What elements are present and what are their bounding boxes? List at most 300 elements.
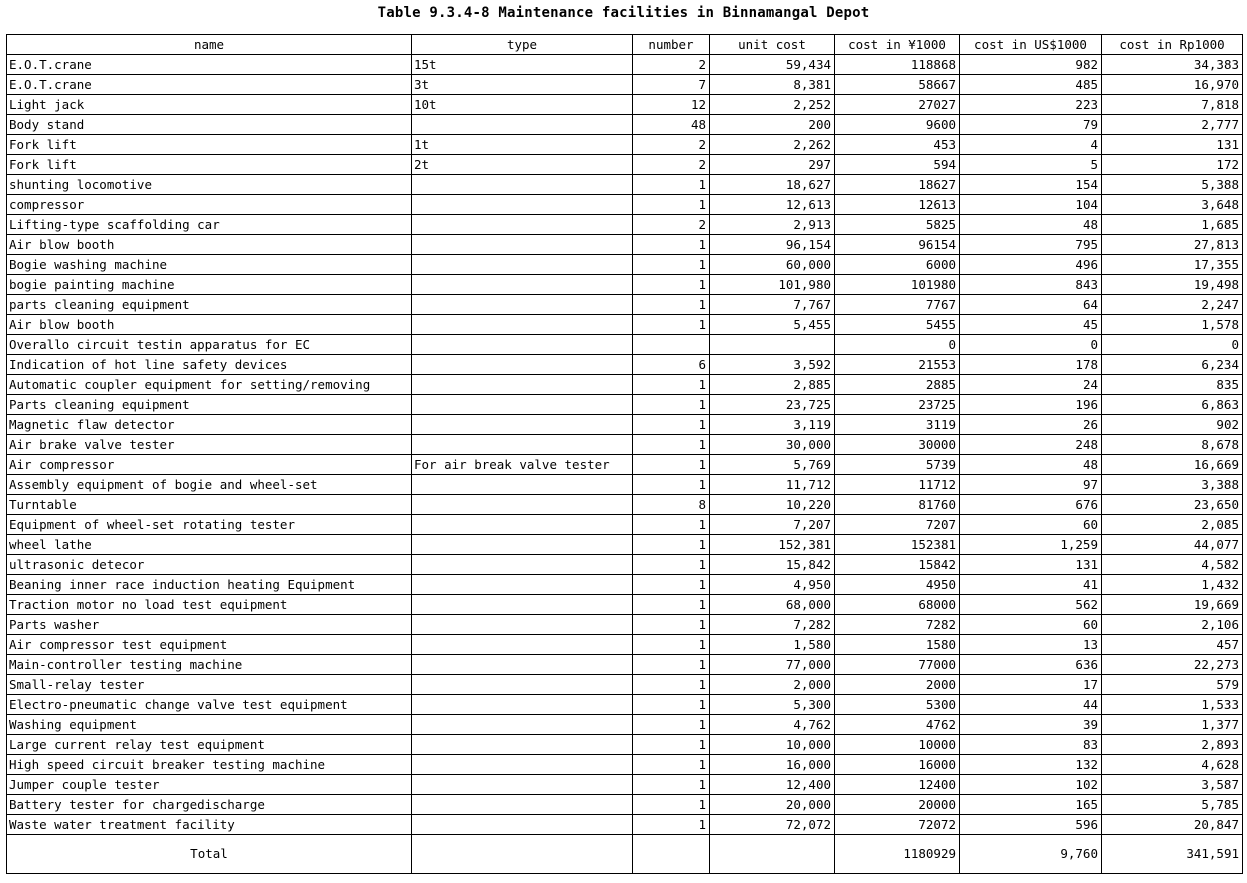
cell-name: wheel lathe xyxy=(7,535,412,555)
cell-cost-rp: 1,533 xyxy=(1102,695,1243,715)
cell-type xyxy=(412,795,633,815)
cell-cost-yen: 594 xyxy=(835,155,960,175)
cell-cost-yen: 5825 xyxy=(835,215,960,235)
cell-number: 2 xyxy=(633,135,710,155)
table-body xyxy=(7,55,1243,835)
cell-unit-cost: 15,842 xyxy=(710,555,835,575)
cell-type xyxy=(412,515,633,535)
cell-cost-yen: 77000 xyxy=(835,655,960,675)
table-title: Table 9.3.4-8 Maintenance facilities in Binnamangal Depot xyxy=(377,5,870,21)
cell-cost-yen: 5455 xyxy=(835,315,960,335)
cell-number: 1 xyxy=(633,655,710,675)
cell-cost-rp: 3,388 xyxy=(1102,475,1243,495)
cell-cost-yen: 10000 xyxy=(835,735,960,755)
cell-number: 1 xyxy=(633,555,710,575)
cell-cost-rp: 4,628 xyxy=(1102,755,1243,775)
cell-cost-usd: 131 xyxy=(960,555,1102,575)
cell-unit-cost: 10,000 xyxy=(710,735,835,755)
cell-type xyxy=(412,575,633,595)
cell-cost-rp: 3,587 xyxy=(1102,775,1243,795)
cell-name: compressor xyxy=(7,195,412,215)
cell-unit-cost: 5,300 xyxy=(710,695,835,715)
cell-cost-yen: 6000 xyxy=(835,255,960,275)
cell-cost-yen: 12400 xyxy=(835,775,960,795)
cell-cost-yen: 3119 xyxy=(835,415,960,435)
cell-name: shunting locomotive xyxy=(7,175,412,195)
cell-cost-usd: 5 xyxy=(960,155,1102,175)
cell-type xyxy=(412,435,633,455)
cell-cost-yen: 0 xyxy=(835,335,960,355)
cell-number: 1 xyxy=(633,295,710,315)
cell-type xyxy=(412,115,633,135)
cell-cost-usd: 496 xyxy=(960,255,1102,275)
table-row xyxy=(7,55,1243,75)
cell-cost-rp: 457 xyxy=(1102,635,1243,655)
cell-cost-yen: 5739 xyxy=(835,455,960,475)
cell-name: Fork lift xyxy=(7,135,412,155)
cell-cost-usd: 223 xyxy=(960,95,1102,115)
cell-name: Fork lift xyxy=(7,155,412,175)
cell-cost-rp: 1,377 xyxy=(1102,715,1243,735)
cell-name: Main-controller testing machine xyxy=(7,655,412,675)
cell-unit-cost: 16,000 xyxy=(710,755,835,775)
table-row xyxy=(7,775,1243,795)
cell-number: 1 xyxy=(633,515,710,535)
cell-cost-rp: 16,669 xyxy=(1102,455,1243,475)
cell-type xyxy=(412,295,633,315)
cell-cost-rp: 27,813 xyxy=(1102,235,1243,255)
cell-cost-usd: 178 xyxy=(960,355,1102,375)
total-unit-cost-empty xyxy=(710,835,835,874)
total-type-empty xyxy=(412,835,633,874)
cell-cost-rp: 1,432 xyxy=(1102,575,1243,595)
cell-cost-yen: 4950 xyxy=(835,575,960,595)
cell-cost-rp: 172 xyxy=(1102,155,1243,175)
cell-name: E.O.T.crane xyxy=(7,75,412,95)
table-row xyxy=(7,375,1243,395)
cell-type xyxy=(412,635,633,655)
cell-unit-cost: 4,762 xyxy=(710,715,835,735)
table-row xyxy=(7,655,1243,675)
table-row xyxy=(7,715,1243,735)
cell-cost-rp: 44,077 xyxy=(1102,535,1243,555)
cell-name: High speed circuit breaker testing machine xyxy=(7,755,412,775)
cell-cost-yen: 7282 xyxy=(835,615,960,635)
column-header-unit-cost: unit cost xyxy=(710,35,835,55)
cell-cost-rp: 17,355 xyxy=(1102,255,1243,275)
table-row xyxy=(7,455,1243,475)
cell-cost-yen: 81760 xyxy=(835,495,960,515)
cell-type xyxy=(412,815,633,835)
cell-type: 1t xyxy=(412,135,633,155)
cell-cost-usd: 44 xyxy=(960,695,1102,715)
cell-unit-cost: 297 xyxy=(710,155,835,175)
cell-unit-cost: 8,381 xyxy=(710,75,835,95)
cell-unit-cost: 200 xyxy=(710,115,835,135)
cell-cost-rp: 579 xyxy=(1102,675,1243,695)
cell-type xyxy=(412,375,633,395)
table-row xyxy=(7,335,1243,355)
cell-cost-rp: 1,578 xyxy=(1102,315,1243,335)
cell-number: 8 xyxy=(633,495,710,515)
cell-cost-rp: 2,777 xyxy=(1102,115,1243,135)
cell-cost-usd: 60 xyxy=(960,615,1102,635)
cell-name: Parts cleaning equipment xyxy=(7,395,412,415)
cell-number: 2 xyxy=(633,55,710,75)
cell-cost-rp: 2,106 xyxy=(1102,615,1243,635)
cell-type: 2t xyxy=(412,155,633,175)
cell-cost-usd: 196 xyxy=(960,395,1102,415)
cell-unit-cost: 2,262 xyxy=(710,135,835,155)
cell-name: Body stand xyxy=(7,115,412,135)
column-header-cost-yen: cost in ¥1000 xyxy=(835,35,960,55)
cell-type xyxy=(412,395,633,415)
cell-type xyxy=(412,675,633,695)
cell-name: Air compressor xyxy=(7,455,412,475)
table-row xyxy=(7,515,1243,535)
cell-type xyxy=(412,615,633,635)
table-row xyxy=(7,635,1243,655)
cell-cost-rp: 835 xyxy=(1102,375,1243,395)
cell-type xyxy=(412,715,633,735)
cell-name: Assembly equipment of bogie and wheel-set xyxy=(7,475,412,495)
table-row xyxy=(7,155,1243,175)
cell-cost-yen: 68000 xyxy=(835,595,960,615)
total-number-empty xyxy=(633,835,710,874)
cell-name: Air compressor test equipment xyxy=(7,635,412,655)
table-row xyxy=(7,615,1243,635)
cell-cost-yen: 58667 xyxy=(835,75,960,95)
table-row xyxy=(7,295,1243,315)
cell-unit-cost: 77,000 xyxy=(710,655,835,675)
cell-unit-cost: 1,580 xyxy=(710,635,835,655)
cell-cost-yen: 15842 xyxy=(835,555,960,575)
cell-cost-rp: 0 xyxy=(1102,335,1243,355)
cell-name: Overallo circuit testin apparatus for EC xyxy=(7,335,412,355)
cell-cost-usd: 795 xyxy=(960,235,1102,255)
cell-cost-usd: 39 xyxy=(960,715,1102,735)
table-row xyxy=(7,435,1243,455)
cell-cost-usd: 97 xyxy=(960,475,1102,495)
cell-cost-yen: 30000 xyxy=(835,435,960,455)
table-row xyxy=(7,475,1243,495)
cell-cost-usd: 17 xyxy=(960,675,1102,695)
cell-number: 1 xyxy=(633,735,710,755)
cell-cost-rp: 22,273 xyxy=(1102,655,1243,675)
cell-number: 1 xyxy=(633,755,710,775)
cell-number: 2 xyxy=(633,215,710,235)
cell-cost-yen: 1580 xyxy=(835,635,960,655)
table-row xyxy=(7,495,1243,515)
cell-cost-rp: 34,383 xyxy=(1102,55,1243,75)
cell-number: 6 xyxy=(633,355,710,375)
cell-unit-cost: 10,220 xyxy=(710,495,835,515)
cell-cost-usd: 104 xyxy=(960,195,1102,215)
cell-unit-cost xyxy=(710,335,835,355)
cell-cost-usd: 132 xyxy=(960,755,1102,775)
cell-cost-rp: 131 xyxy=(1102,135,1243,155)
cell-type xyxy=(412,555,633,575)
cell-cost-rp: 2,247 xyxy=(1102,295,1243,315)
cell-unit-cost: 3,592 xyxy=(710,355,835,375)
cell-unit-cost: 7,767 xyxy=(710,295,835,315)
table-row xyxy=(7,795,1243,815)
total-cost-rp: 341,591 xyxy=(1102,835,1243,874)
cell-number: 1 xyxy=(633,795,710,815)
cell-number: 1 xyxy=(633,695,710,715)
cell-cost-yen: 118868 xyxy=(835,55,960,75)
cell-name: bogie painting machine xyxy=(7,275,412,295)
cell-cost-yen: 7767 xyxy=(835,295,960,315)
cell-name: Indication of hot line safety devices xyxy=(7,355,412,375)
cell-name: E.O.T.crane xyxy=(7,55,412,75)
cell-cost-rp: 23,650 xyxy=(1102,495,1243,515)
cell-number: 1 xyxy=(633,535,710,555)
cell-cost-usd: 24 xyxy=(960,375,1102,395)
cell-type xyxy=(412,355,633,375)
cell-name: ultrasonic detecor xyxy=(7,555,412,575)
table-row xyxy=(7,75,1243,95)
cell-cost-usd: 485 xyxy=(960,75,1102,95)
cell-cost-rp: 5,388 xyxy=(1102,175,1243,195)
cell-name: Bogie washing machine xyxy=(7,255,412,275)
table-row xyxy=(7,415,1243,435)
cell-name: Turntable xyxy=(7,495,412,515)
cell-unit-cost: 96,154 xyxy=(710,235,835,255)
cell-unit-cost: 12,400 xyxy=(710,775,835,795)
cell-cost-usd: 102 xyxy=(960,775,1102,795)
cell-type: 15t xyxy=(412,55,633,75)
cell-number: 1 xyxy=(633,235,710,255)
cell-cost-rp: 8,678 xyxy=(1102,435,1243,455)
cell-cost-rp: 20,847 xyxy=(1102,815,1243,835)
table-row xyxy=(7,175,1243,195)
cell-cost-usd: 154 xyxy=(960,175,1102,195)
cell-number: 1 xyxy=(633,275,710,295)
column-header-name: name xyxy=(7,35,412,55)
cell-unit-cost: 68,000 xyxy=(710,595,835,615)
cell-type xyxy=(412,255,633,275)
cell-number: 1 xyxy=(633,455,710,475)
column-header-number: number xyxy=(633,35,710,55)
cell-unit-cost: 101,980 xyxy=(710,275,835,295)
cell-cost-usd: 248 xyxy=(960,435,1102,455)
cell-cost-usd: 48 xyxy=(960,215,1102,235)
cell-cost-rp: 19,498 xyxy=(1102,275,1243,295)
cell-number: 1 xyxy=(633,675,710,695)
cell-name: Small-relay tester xyxy=(7,675,412,695)
cell-type xyxy=(412,495,633,515)
cell-name: Electro-pneumatic change valve test equipment xyxy=(7,695,412,715)
cell-type xyxy=(412,315,633,335)
cell-cost-usd: 0 xyxy=(960,335,1102,355)
cell-type xyxy=(412,695,633,715)
cell-cost-yen: 9600 xyxy=(835,115,960,135)
cell-name: Lifting-type scaffolding car xyxy=(7,215,412,235)
cell-cost-usd: 45 xyxy=(960,315,1102,335)
cell-cost-usd: 636 xyxy=(960,655,1102,675)
cell-number: 1 xyxy=(633,375,710,395)
cell-cost-yen: 16000 xyxy=(835,755,960,775)
cell-cost-rp: 16,970 xyxy=(1102,75,1243,95)
cell-cost-rp: 6,234 xyxy=(1102,355,1243,375)
cell-number: 1 xyxy=(633,595,710,615)
cell-cost-yen: 7207 xyxy=(835,515,960,535)
total-cost-yen: 1180929 xyxy=(835,835,960,874)
cell-type xyxy=(412,415,633,435)
cell-type xyxy=(412,215,633,235)
cell-cost-usd: 26 xyxy=(960,415,1102,435)
cell-name: Magnetic flaw detector xyxy=(7,415,412,435)
table-row xyxy=(7,215,1243,235)
cell-name: Parts washer xyxy=(7,615,412,635)
cell-unit-cost: 7,207 xyxy=(710,515,835,535)
cell-unit-cost: 5,769 xyxy=(710,455,835,475)
cell-number: 1 xyxy=(633,715,710,735)
cell-type xyxy=(412,175,633,195)
cell-name: Beaning inner race induction heating Equipment xyxy=(7,575,412,595)
cell-cost-usd: 64 xyxy=(960,295,1102,315)
table-row xyxy=(7,275,1243,295)
cell-type: 3t xyxy=(412,75,633,95)
cell-cost-yen: 5300 xyxy=(835,695,960,715)
column-header-cost-usd: cost in US$1000 xyxy=(960,35,1102,55)
cell-unit-cost: 23,725 xyxy=(710,395,835,415)
cell-cost-usd: 596 xyxy=(960,815,1102,835)
cell-cost-yen: 2000 xyxy=(835,675,960,695)
table-row xyxy=(7,735,1243,755)
column-header-cost-rp: cost in Rp1000 xyxy=(1102,35,1243,55)
cell-unit-cost: 11,712 xyxy=(710,475,835,495)
cell-number: 1 xyxy=(633,395,710,415)
table-row xyxy=(7,355,1243,375)
cell-type xyxy=(412,595,633,615)
cell-name: Air brake valve tester xyxy=(7,435,412,455)
cell-number: 1 xyxy=(633,475,710,495)
cell-name: Air blow booth xyxy=(7,235,412,255)
cell-cost-rp: 2,085 xyxy=(1102,515,1243,535)
table-row xyxy=(7,135,1243,155)
table-row xyxy=(7,695,1243,715)
cell-number: 1 xyxy=(633,815,710,835)
cell-cost-rp: 5,785 xyxy=(1102,795,1243,815)
cell-unit-cost: 2,252 xyxy=(710,95,835,115)
table-row xyxy=(7,535,1243,555)
cell-name: Waste water treatment facility xyxy=(7,815,412,835)
cell-number xyxy=(633,335,710,355)
cell-cost-rp: 6,863 xyxy=(1102,395,1243,415)
total-label: Total xyxy=(7,835,412,874)
cell-cost-usd: 165 xyxy=(960,795,1102,815)
cell-name: Jumper couple tester xyxy=(7,775,412,795)
cell-cost-yen: 11712 xyxy=(835,475,960,495)
cell-type xyxy=(412,475,633,495)
cell-name: Battery tester for chargedischarge xyxy=(7,795,412,815)
cell-cost-usd: 60 xyxy=(960,515,1102,535)
cell-cost-usd: 83 xyxy=(960,735,1102,755)
cell-cost-usd: 562 xyxy=(960,595,1102,615)
cell-unit-cost: 12,613 xyxy=(710,195,835,215)
table-row xyxy=(7,675,1243,695)
cell-type xyxy=(412,275,633,295)
cell-type xyxy=(412,195,633,215)
cell-name: Large current relay test equipment xyxy=(7,735,412,755)
cell-type xyxy=(412,755,633,775)
column-header-type: type xyxy=(412,35,633,55)
cell-name: Light jack xyxy=(7,95,412,115)
table-row xyxy=(7,255,1243,275)
cell-number: 1 xyxy=(633,775,710,795)
cell-cost-yen: 18627 xyxy=(835,175,960,195)
cell-name: Automatic coupler equipment for setting/removing xyxy=(7,375,412,395)
cell-number: 1 xyxy=(633,415,710,435)
cell-cost-usd: 41 xyxy=(960,575,1102,595)
cell-cost-usd: 982 xyxy=(960,55,1102,75)
table-row xyxy=(7,115,1243,135)
cell-cost-yen: 27027 xyxy=(835,95,960,115)
cell-type: 10t xyxy=(412,95,633,115)
cell-cost-rp: 1,685 xyxy=(1102,215,1243,235)
cell-unit-cost: 152,381 xyxy=(710,535,835,555)
header-row xyxy=(7,35,1243,55)
maintenance-facilities-table xyxy=(6,34,1243,874)
cell-cost-yen: 101980 xyxy=(835,275,960,295)
cell-number: 1 xyxy=(633,435,710,455)
cell-number: 1 xyxy=(633,195,710,215)
cell-number: 12 xyxy=(633,95,710,115)
cell-name: Air blow booth xyxy=(7,315,412,335)
cell-cost-yen: 152381 xyxy=(835,535,960,555)
table-row xyxy=(7,755,1243,775)
cell-unit-cost: 3,119 xyxy=(710,415,835,435)
cell-unit-cost: 2,000 xyxy=(710,675,835,695)
cell-cost-usd: 843 xyxy=(960,275,1102,295)
cell-cost-yen: 2885 xyxy=(835,375,960,395)
cell-type xyxy=(412,535,633,555)
cell-unit-cost: 2,913 xyxy=(710,215,835,235)
cell-cost-rp: 902 xyxy=(1102,415,1243,435)
cell-type xyxy=(412,735,633,755)
cell-number: 1 xyxy=(633,175,710,195)
cell-unit-cost: 72,072 xyxy=(710,815,835,835)
cell-cost-usd: 676 xyxy=(960,495,1102,515)
cell-cost-usd: 4 xyxy=(960,135,1102,155)
cell-number: 1 xyxy=(633,635,710,655)
cell-name: Equipment of wheel-set rotating tester xyxy=(7,515,412,535)
cell-name: Washing equipment xyxy=(7,715,412,735)
cell-unit-cost: 59,434 xyxy=(710,55,835,75)
cell-unit-cost: 60,000 xyxy=(710,255,835,275)
cell-number: 1 xyxy=(633,575,710,595)
cell-cost-yen: 453 xyxy=(835,135,960,155)
cell-cost-rp: 19,669 xyxy=(1102,595,1243,615)
cell-type xyxy=(412,655,633,675)
cell-type: For air break valve tester xyxy=(412,455,633,475)
cell-cost-rp: 3,648 xyxy=(1102,195,1243,215)
total-row xyxy=(7,835,1243,874)
cell-cost-usd: 13 xyxy=(960,635,1102,655)
cell-unit-cost: 5,455 xyxy=(710,315,835,335)
cell-cost-rp: 2,893 xyxy=(1102,735,1243,755)
cell-cost-yen: 96154 xyxy=(835,235,960,255)
cell-number: 1 xyxy=(633,315,710,335)
table-row xyxy=(7,815,1243,835)
cell-type xyxy=(412,775,633,795)
cell-unit-cost: 30,000 xyxy=(710,435,835,455)
cell-unit-cost: 4,950 xyxy=(710,575,835,595)
cell-name: parts cleaning equipment xyxy=(7,295,412,315)
cell-unit-cost: 18,627 xyxy=(710,175,835,195)
